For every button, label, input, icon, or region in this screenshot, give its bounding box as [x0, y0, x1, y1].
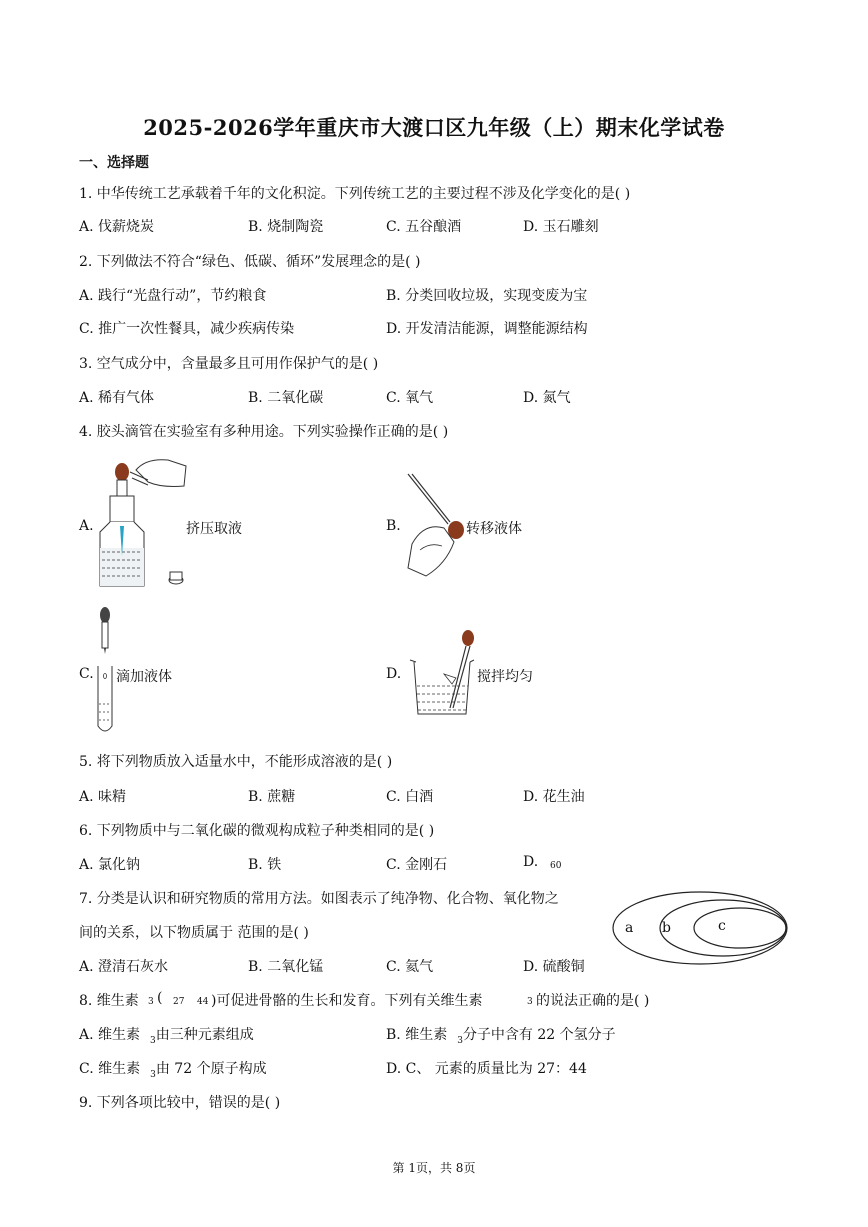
page-title: 2025-2026学年重庆市大渡口区九年级（上）期末化学试卷 — [143, 115, 725, 140]
reagent-bottle-dropper-figure — [96, 452, 191, 592]
option-a-subscript: 3 — [150, 1036, 156, 1046]
question-8-stem-part2: ( — [157, 990, 163, 1006]
question-8-option-c[interactable] — [79, 1058, 267, 1078]
venn-label-a: a — [625, 920, 634, 936]
question-8-stem-part4: 的说法正确的是( ) — [536, 993, 650, 1009]
question-9-stem: 9. 下列各项比较中，错误的是( ) — [79, 1095, 281, 1111]
question-2-option-d[interactable]: D. 开发清洁能源，调整能源结构 — [386, 321, 588, 337]
question-8-subscript-2: 27 — [173, 997, 185, 1007]
question-8-subscript-3: 44 — [197, 997, 209, 1007]
question-4-option-c[interactable]: C. — [79, 666, 94, 682]
question-3-stem: 3. 空气成分中，含量最多且可用作保护气的是( ) — [79, 356, 379, 372]
question-1-stem: 1. 中华传统工艺承载着千年的文化积淀。下列传统工艺的主要过程不涉及化学变化的是( ) — [79, 186, 631, 202]
question-6-option-a[interactable]: A. 氯化钠 — [79, 857, 141, 873]
option-c-subscript: 3 — [150, 1070, 156, 1080]
question-4-stem: 4. 胶头滴管在实验室有多种用途。下列实验操作正确的是( ) — [79, 424, 449, 440]
question-2-option-a[interactable]: A. 践行“光盘行动”，节约粮食 — [79, 288, 267, 304]
classification-venn-diagram — [612, 890, 788, 966]
question-1-option-d[interactable]: D. 玉石雕刻 — [523, 219, 599, 235]
question-6-option-d-subscript: 60 — [550, 861, 562, 871]
question-6-option-d[interactable]: D. — [523, 854, 539, 870]
question-4-option-d[interactable]: D. — [386, 666, 402, 682]
question-4-option-b[interactable]: B. — [386, 518, 401, 534]
question-3-option-c[interactable]: C. 氧气 — [386, 390, 434, 406]
question-7-option-a[interactable]: A. 澄清石灰水 — [79, 959, 169, 975]
option-c-text-2: 由 72 个原子构成 — [155, 1061, 267, 1077]
question-3-option-a[interactable]: A. 稀有气体 — [79, 390, 155, 406]
option-a-text-1: A. 维生素 — [79, 1027, 141, 1043]
option-a-text-2: 由三种元素组成 — [155, 1027, 254, 1043]
question-3-option-d[interactable]: D. 氮气 — [523, 390, 571, 406]
question-4-option-a[interactable]: A. — [79, 518, 94, 534]
venn-label-c: c — [718, 918, 726, 934]
beaker-stir-figure — [408, 628, 474, 720]
question-7-option-d[interactable]: D. 硫酸铜 — [523, 959, 585, 975]
question-7-stem-line1: 7. 分类是认识和研究物质的常用方法。如图表示了纯净物、化合物、氧化物之 — [79, 891, 559, 907]
question-5-option-b[interactable]: B. 蔗糖 — [248, 789, 296, 805]
question-4-option-b-label: 转移液体 — [466, 521, 522, 537]
question-4-option-d-label: 搅拌均匀 — [477, 669, 533, 685]
question-6-option-b[interactable]: B. 铁 — [248, 857, 282, 873]
question-5-stem: 5. 将下列物质放入适量水中，不能形成溶液的是( ) — [79, 754, 393, 770]
question-2-option-b[interactable]: B. 分类回收垃圾，实现变废为宝 — [386, 288, 588, 304]
question-8-subscript-1: 3 — [148, 997, 154, 1007]
test-tube-dropper-figure — [96, 606, 114, 736]
venn-inner-ellipse — [694, 908, 786, 948]
question-7-option-b[interactable]: B. 二氧化锰 — [248, 959, 324, 975]
section-heading: 一、选择题 — [79, 155, 149, 171]
dropper-transfer-figure — [404, 472, 468, 580]
option-b-text-2: 分子中含有 22 个氢分子 — [462, 1027, 616, 1043]
question-1-option-b[interactable]: B. 烧制陶瓷 — [248, 219, 324, 235]
question-5-option-d[interactable]: D. 花生油 — [523, 789, 585, 805]
option-c-text-1: C. 维生素 — [79, 1061, 141, 1077]
question-8-option-a[interactable] — [79, 1024, 254, 1044]
question-4-option-a-label: 挤压取液 — [186, 521, 242, 537]
question-7-option-c[interactable]: C. 氦气 — [386, 959, 434, 975]
question-8-option-b[interactable] — [386, 1024, 616, 1044]
question-5-option-a[interactable]: A. 味精 — [79, 789, 127, 805]
question-3-option-b[interactable]: B. 二氧化碳 — [248, 390, 324, 406]
venn-label-b: b — [662, 920, 671, 936]
question-2-option-c[interactable]: C. 推广一次性餐具，减少疾病传染 — [79, 321, 295, 337]
option-b-subscript: 3 — [457, 1036, 463, 1046]
question-8-stem-part1: 8. 维生素 — [79, 993, 139, 1009]
question-7-stem-line2: 间的关系，以下物质属于 范围的是( ) — [79, 925, 309, 941]
option-b-text-1: B. 维生素 — [386, 1027, 448, 1043]
question-6-option-c[interactable]: C. 金刚石 — [386, 857, 448, 873]
question-1-option-c[interactable]: C. 五谷酿酒 — [386, 219, 462, 235]
question-5-option-c[interactable]: C. 白酒 — [386, 789, 434, 805]
question-1-option-a[interactable]: A. 伐薪烧炭 — [79, 219, 155, 235]
page-footer: 第 1页，共 8页 — [392, 1161, 476, 1175]
venn-outer-ellipse — [613, 892, 787, 964]
question-8-option-d[interactable]: D. C、 元素的质量比为 27：44 — [386, 1061, 587, 1077]
question-6-stem: 6. 下列物质中与二氧化碳的微观构成粒子种类相同的是( ) — [79, 823, 435, 839]
question-8-subscript-4: 3 — [527, 997, 533, 1007]
question-2-stem: 2. 下列做法不符合“绿色、低碳、循环”发展理念的是( ) — [79, 254, 421, 270]
question-4-option-c-label: 滴加液体 — [116, 669, 172, 685]
question-8-stem-part3: )可促进骨骼的生长和发育。下列有关维生素 — [211, 993, 483, 1009]
